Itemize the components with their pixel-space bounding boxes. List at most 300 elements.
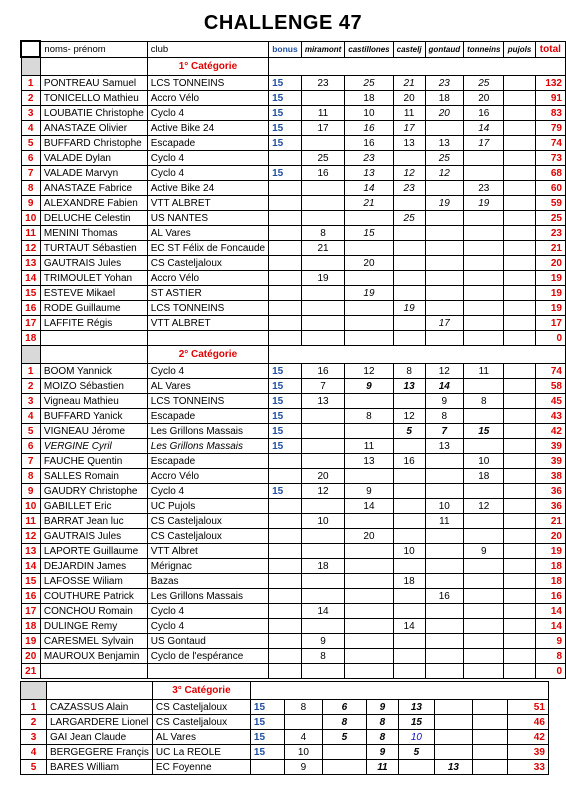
category-blank-cell xyxy=(40,57,147,76)
score-cell-castillones: 21 xyxy=(345,196,393,211)
score-cell-tonneins xyxy=(464,226,504,241)
score-cell-castillones xyxy=(345,514,393,529)
score-cell-castillones: 16 xyxy=(345,136,393,151)
rider-name-cell: ESTEVE Mikael xyxy=(40,286,147,301)
score-cell-pujols xyxy=(504,394,535,409)
rider-name-cell: LAFOSSE Wiliam xyxy=(40,574,147,589)
rider-name-cell: VERGINE Cyril xyxy=(40,439,147,454)
rank-cell: 9 xyxy=(21,484,40,499)
score-cell-castelj xyxy=(393,664,425,679)
score-cell-castelj xyxy=(393,559,425,574)
score-cell-tonneins xyxy=(464,604,504,619)
score-cell-pujols xyxy=(504,469,535,484)
table-row xyxy=(21,454,566,469)
table-row xyxy=(21,181,566,196)
rank-cell: 7 xyxy=(21,166,40,181)
table-row xyxy=(21,469,566,484)
score-cell-pujols xyxy=(504,649,535,664)
score-cell-tonneins xyxy=(464,256,504,271)
bonus-cell: 15 xyxy=(269,106,302,121)
score-cell-castillones xyxy=(345,241,393,256)
club-cell: AL Vares xyxy=(147,379,268,394)
score-cell-pujols xyxy=(504,286,535,301)
rider-name-cell: LOUBATIE Christophe xyxy=(40,106,147,121)
category-blank-cell xyxy=(269,346,566,364)
rider-name-cell: BARES William xyxy=(47,760,153,775)
bonus-cell xyxy=(269,286,302,301)
rank-cell: 20 xyxy=(21,649,40,664)
total-cell: 68 xyxy=(535,166,565,181)
total-cell: 0 xyxy=(535,331,565,346)
standings-table-main xyxy=(20,40,566,679)
score-cell-miramont: 8 xyxy=(301,649,344,664)
bonus-cell: 15 xyxy=(269,76,302,91)
score-cell-miramont xyxy=(301,454,344,469)
rider-name-cell: ANASTAZE Olivier xyxy=(40,121,147,136)
score-cell-gontaud: 10 xyxy=(425,499,464,514)
table-row xyxy=(21,529,566,544)
club-cell: LCS TONNEINS xyxy=(147,301,268,316)
score-cell-pujols xyxy=(504,76,535,91)
score-cell-castillones: 12 xyxy=(345,364,393,379)
score-cell-castelj: 23 xyxy=(393,181,425,196)
rank-cell: 12 xyxy=(21,241,40,256)
score-cell-castillones xyxy=(345,424,393,439)
score-cell-pujols xyxy=(504,241,535,256)
score-cell-tonneins: 12 xyxy=(464,499,504,514)
total-cell: 23 xyxy=(535,226,565,241)
table-row xyxy=(21,439,566,454)
club-cell: Cyclo 4 xyxy=(147,604,268,619)
score-cell-castillones xyxy=(322,745,366,760)
category-header-cat1 xyxy=(21,57,566,76)
bonus-cell: 15 xyxy=(269,166,302,181)
rank-cell: 18 xyxy=(21,331,40,346)
bonus-cell: 15 xyxy=(269,409,302,424)
club-cell xyxy=(147,664,268,679)
rider-name-cell: CONCHOU Romain xyxy=(40,604,147,619)
category-label: 1° Catégorie xyxy=(147,57,268,76)
club-cell: Les Grillons Massais xyxy=(147,439,268,454)
total-cell: 45 xyxy=(535,394,565,409)
total-cell: 9 xyxy=(535,634,565,649)
score-cell-castelj: 16 xyxy=(393,454,425,469)
table-row xyxy=(21,604,566,619)
score-cell-gontaud: 13 xyxy=(425,136,464,151)
score-cell-pujols xyxy=(504,529,535,544)
score-cell-gontaud xyxy=(425,469,464,484)
score-cell-castillones: 15 xyxy=(345,226,393,241)
score-cell-gontaud: 7 xyxy=(425,424,464,439)
rider-name-cell: LAFFITE Régis xyxy=(40,316,147,331)
score-cell-miramont xyxy=(301,529,344,544)
score-cell-castelj: 12 xyxy=(393,409,425,424)
total-cell: 8 xyxy=(535,649,565,664)
rider-name-cell: BUFFARD Christophe xyxy=(40,136,147,151)
score-cell-castillones: 10 xyxy=(345,106,393,121)
score-cell-tonneins: 20 xyxy=(464,91,504,106)
category-blank-cell xyxy=(47,682,153,700)
rider-name-cell: FAUCHE Quentin xyxy=(40,454,147,469)
rank-cell: 3 xyxy=(21,106,40,121)
category-header-cat2 xyxy=(21,346,566,364)
score-cell-tonneins xyxy=(434,700,472,715)
score-cell-castillones: 13 xyxy=(345,454,393,469)
score-cell-pujols xyxy=(504,574,535,589)
score-cell-castillones xyxy=(345,316,393,331)
score-cell-castillones: 9 xyxy=(345,484,393,499)
score-cell-castillones: 14 xyxy=(345,181,393,196)
rider-name-cell: RODE Guillaume xyxy=(40,301,147,316)
club-cell: LCS TONNEINS xyxy=(147,76,268,91)
table-row xyxy=(21,241,566,256)
score-cell-miramont: 16 xyxy=(301,364,344,379)
score-cell-tonneins xyxy=(434,745,472,760)
score-cell-castillones xyxy=(345,544,393,559)
bonus-cell: 15 xyxy=(269,379,302,394)
score-cell-pujols xyxy=(504,91,535,106)
rider-name-cell: MAUROUX Benjamin xyxy=(40,649,147,664)
total-cell: 83 xyxy=(535,106,565,121)
score-cell-miramont: 19 xyxy=(301,271,344,286)
score-cell-miramont: 21 xyxy=(301,241,344,256)
score-cell-gontaud: 14 xyxy=(425,379,464,394)
category-blank-cell xyxy=(269,57,566,76)
score-cell-tonneins xyxy=(464,514,504,529)
club-cell: CS Casteljaloux xyxy=(152,700,250,715)
club-cell xyxy=(147,331,268,346)
score-cell-castelj xyxy=(393,196,425,211)
total-cell: 25 xyxy=(535,211,565,226)
score-cell-miramont: 18 xyxy=(301,559,344,574)
rank-cell: 16 xyxy=(21,589,40,604)
score-cell-tonneins xyxy=(464,211,504,226)
score-cell-gontaud xyxy=(425,454,464,469)
score-cell-miramont: 17 xyxy=(301,121,344,136)
club-cell: UC La REOLE xyxy=(152,745,250,760)
score-cell-tonneins: 14 xyxy=(464,121,504,136)
rank-cell: 1 xyxy=(21,364,40,379)
score-cell-castelj xyxy=(393,394,425,409)
rider-name-cell: ALEXANDRE Fabien xyxy=(40,196,147,211)
score-cell-pujols xyxy=(504,544,535,559)
rider-name-cell: BOOM Yannick xyxy=(40,364,147,379)
score-cell-tonneins: 8 xyxy=(464,394,504,409)
score-cell-gontaud xyxy=(425,664,464,679)
score-cell-miramont: 16 xyxy=(301,166,344,181)
rank-cell: 8 xyxy=(21,469,40,484)
bonus-cell xyxy=(269,664,302,679)
rank-cell: 6 xyxy=(21,439,40,454)
score-cell-castillones: 14 xyxy=(345,499,393,514)
score-cell-gontaud xyxy=(425,256,464,271)
club-cell: Accro Vélo xyxy=(147,271,268,286)
score-cell-castelj xyxy=(393,604,425,619)
score-cell-castelj: 11 xyxy=(393,106,425,121)
club-cell: Escapade xyxy=(147,454,268,469)
rank-cell: 13 xyxy=(21,544,40,559)
table-row xyxy=(21,151,566,166)
club-cell: CS Casteljaloux xyxy=(152,715,250,730)
score-cell-castillones xyxy=(345,604,393,619)
club-cell: US NANTES xyxy=(147,211,268,226)
score-cell-pujols xyxy=(504,364,535,379)
score-cell-gontaud xyxy=(425,211,464,226)
score-cell-miramont xyxy=(301,574,344,589)
rank-cell: 3 xyxy=(21,730,47,745)
score-cell-castelj: 20 xyxy=(393,91,425,106)
bonus-cell xyxy=(269,301,302,316)
total-cell: 39 xyxy=(535,454,565,469)
score-cell-gontaud xyxy=(425,121,464,136)
rider-name-cell: TURTAUT Sébastien xyxy=(40,241,147,256)
score-cell-castelj: 19 xyxy=(393,301,425,316)
bonus-cell: 15 xyxy=(269,91,302,106)
rank-cell: 15 xyxy=(21,574,40,589)
rank-cell: 17 xyxy=(21,604,40,619)
score-cell-castelj xyxy=(393,226,425,241)
score-cell-castillones: 20 xyxy=(345,529,393,544)
rider-name-cell: CARESMEL Sylvain xyxy=(40,634,147,649)
table-row xyxy=(21,91,566,106)
score-cell-gontaud: 19 xyxy=(425,196,464,211)
score-cell-pujols xyxy=(504,181,535,196)
score-cell-tonneins xyxy=(464,634,504,649)
rider-name-cell: GAUDRY Christophe xyxy=(40,484,147,499)
score-cell-gontaud xyxy=(425,649,464,664)
club-cell: Cyclo 4 xyxy=(147,484,268,499)
table-row xyxy=(21,226,566,241)
total-cell: 14 xyxy=(535,619,565,634)
rank-cell: 10 xyxy=(21,211,40,226)
score-cell-castelj xyxy=(393,439,425,454)
score-cell-castillones: 9 xyxy=(345,379,393,394)
score-cell-castelj xyxy=(393,649,425,664)
rank-cell: 21 xyxy=(21,664,40,679)
score-cell-miramont xyxy=(301,664,344,679)
club-cell: VTT ALBRET xyxy=(147,316,268,331)
table-row xyxy=(21,409,566,424)
score-cell-pujols xyxy=(504,664,535,679)
rider-name-cell: Vigneau Mathieu xyxy=(40,394,147,409)
rank-cell: 4 xyxy=(21,745,47,760)
rider-name-cell: TRIMOULET Yohan xyxy=(40,271,147,286)
total-cell: 39 xyxy=(535,439,565,454)
total-cell: 18 xyxy=(535,559,565,574)
total-cell: 51 xyxy=(507,700,548,715)
rider-name-cell: BUFFARD Yanick xyxy=(40,409,147,424)
table-row xyxy=(21,211,566,226)
club-cell: Cyclo 4 xyxy=(147,619,268,634)
score-cell-pujols xyxy=(504,559,535,574)
score-cell-tonneins xyxy=(464,379,504,394)
total-cell: 132 xyxy=(535,76,565,91)
rider-name-cell: ANASTAZE Fabrice xyxy=(40,181,147,196)
rank-cell: 6 xyxy=(21,151,40,166)
table-row xyxy=(21,379,566,394)
score-cell-miramont xyxy=(301,181,344,196)
score-cell-castillones xyxy=(345,574,393,589)
bonus-cell: 15 xyxy=(269,484,302,499)
score-cell-miramont: 11 xyxy=(301,106,344,121)
club-cell: EC Foyenne xyxy=(152,760,250,775)
bonus-cell xyxy=(269,574,302,589)
score-cell-gontaud: 8 xyxy=(425,409,464,424)
score-cell-miramont: 10 xyxy=(301,514,344,529)
header-rank-cell xyxy=(21,41,40,57)
rank-cell: 17 xyxy=(21,316,40,331)
score-cell-castillones xyxy=(345,664,393,679)
bonus-cell: 15 xyxy=(269,121,302,136)
score-cell-pujols xyxy=(504,589,535,604)
score-cell-pujols xyxy=(504,484,535,499)
score-cell-miramont xyxy=(301,211,344,226)
score-cell-castillones: 16 xyxy=(345,121,393,136)
bonus-cell xyxy=(269,196,302,211)
score-cell-gontaud xyxy=(425,559,464,574)
score-cell-pujols xyxy=(504,316,535,331)
score-cell-tonneins: 18 xyxy=(464,469,504,484)
score-cell-miramont xyxy=(301,316,344,331)
rank-cell: 5 xyxy=(21,760,47,775)
score-cell-gontaud: 12 xyxy=(425,364,464,379)
club-cell: CS Casteljaloux xyxy=(147,529,268,544)
score-cell-miramont: 8 xyxy=(301,226,344,241)
score-cell-castillones: 20 xyxy=(345,256,393,271)
score-cell-tonneins xyxy=(464,619,504,634)
rank-cell: 2 xyxy=(21,91,40,106)
category-blank-cell xyxy=(250,682,548,700)
table-row xyxy=(21,544,566,559)
header-race-miramont: miramont xyxy=(301,41,344,57)
table-row xyxy=(21,514,566,529)
score-cell-castelj xyxy=(393,256,425,271)
header-race-gontaud: gontaud xyxy=(425,41,464,57)
table-row xyxy=(21,634,566,649)
rider-name-cell: MENINI Thomas xyxy=(40,226,147,241)
rank-cell: 16 xyxy=(21,301,40,316)
club-cell: US Gontaud xyxy=(147,634,268,649)
rider-name-cell: GAUTRAIS Jules xyxy=(40,529,147,544)
table-row xyxy=(21,166,566,181)
score-cell-tonneins xyxy=(464,316,504,331)
score-cell-castelj xyxy=(393,331,425,346)
score-cell-miramont xyxy=(301,256,344,271)
rider-name-cell: COUTHURE Patrick xyxy=(40,589,147,604)
score-cell-tonneins xyxy=(464,529,504,544)
score-cell-miramont xyxy=(301,286,344,301)
bonus-cell: 15 xyxy=(250,700,284,715)
category-label: 3° Catégorie xyxy=(152,682,250,700)
score-cell-tonneins xyxy=(464,151,504,166)
score-cell-castillones xyxy=(345,634,393,649)
club-cell: LCS TONNEINS xyxy=(147,394,268,409)
score-cell-gontaud: 15 xyxy=(398,715,434,730)
total-cell: 74 xyxy=(535,364,565,379)
bonus-cell xyxy=(269,226,302,241)
score-cell-tonneins xyxy=(464,241,504,256)
rider-name-cell: GABILLET Eric xyxy=(40,499,147,514)
score-cell-miramont xyxy=(301,409,344,424)
score-cell-miramont xyxy=(301,619,344,634)
bonus-cell xyxy=(269,634,302,649)
club-cell: VTT Albret xyxy=(147,544,268,559)
table-row xyxy=(21,760,549,775)
score-cell-pujols xyxy=(504,454,535,469)
rank-cell: 1 xyxy=(21,76,40,91)
score-cell-tonneins: 17 xyxy=(464,136,504,151)
bonus-cell xyxy=(269,331,302,346)
rider-name-cell: SALLES Romain xyxy=(40,469,147,484)
bonus-cell xyxy=(269,211,302,226)
rank-cell: 5 xyxy=(21,136,40,151)
score-cell-gontaud xyxy=(398,760,434,775)
header-race-castillones: castillones xyxy=(345,41,393,57)
total-cell: 19 xyxy=(535,286,565,301)
rank-cell: 5 xyxy=(21,424,40,439)
score-cell-castelj: 8 xyxy=(366,730,398,745)
total-cell: 91 xyxy=(535,91,565,106)
bonus-cell xyxy=(269,241,302,256)
score-cell-tonneins xyxy=(434,730,472,745)
score-cell-tonneins xyxy=(464,286,504,301)
score-cell-castelj: 25 xyxy=(393,211,425,226)
total-cell: 39 xyxy=(507,745,548,760)
score-cell-castelj: 10 xyxy=(393,544,425,559)
total-cell: 20 xyxy=(535,256,565,271)
score-cell-tonneins xyxy=(464,409,504,424)
page-title: CHALLENGE 47 xyxy=(203,12,363,34)
score-cell-tonneins: 25 xyxy=(464,76,504,91)
total-cell: 73 xyxy=(535,151,565,166)
score-cell-tonneins xyxy=(434,715,472,730)
club-cell: Cyclo de l'espérance xyxy=(147,649,268,664)
score-cell-castelj xyxy=(393,241,425,256)
total-cell: 17 xyxy=(535,316,565,331)
score-cell-pujols xyxy=(504,121,535,136)
score-cell-pujols xyxy=(504,424,535,439)
score-cell-tonneins: 10 xyxy=(464,454,504,469)
score-cell-miramont xyxy=(301,136,344,151)
rider-name-cell: LARGARDERE Lionel xyxy=(47,715,153,730)
score-cell-miramont: 9 xyxy=(301,634,344,649)
rank-cell: 2 xyxy=(21,715,47,730)
score-cell-gontaud xyxy=(425,181,464,196)
bonus-cell: 15 xyxy=(250,715,284,730)
club-cell: Les Grillons Massais xyxy=(147,424,268,439)
table-row xyxy=(21,700,549,715)
score-cell-tonneins: 23 xyxy=(464,181,504,196)
rider-name-cell: GAI Jean Claude xyxy=(47,730,153,745)
club-cell: Escapade xyxy=(147,136,268,151)
score-cell-castelj: 8 xyxy=(366,715,398,730)
total-cell: 19 xyxy=(535,544,565,559)
total-cell: 42 xyxy=(507,730,548,745)
score-cell-castelj: 13 xyxy=(393,136,425,151)
score-cell-tonneins: 16 xyxy=(464,106,504,121)
club-cell: Accro Vélo xyxy=(147,91,268,106)
header-race-castelj: castelj xyxy=(393,41,425,57)
club-cell: ST ASTIER xyxy=(147,286,268,301)
table-row xyxy=(21,76,566,91)
total-cell: 16 xyxy=(535,589,565,604)
score-cell-gontaud xyxy=(425,241,464,256)
table-row xyxy=(21,394,566,409)
score-cell-pujols xyxy=(504,271,535,286)
score-cell-castillones: 13 xyxy=(345,166,393,181)
score-cell-gontaud: 17 xyxy=(425,316,464,331)
score-cell-pujols xyxy=(504,301,535,316)
